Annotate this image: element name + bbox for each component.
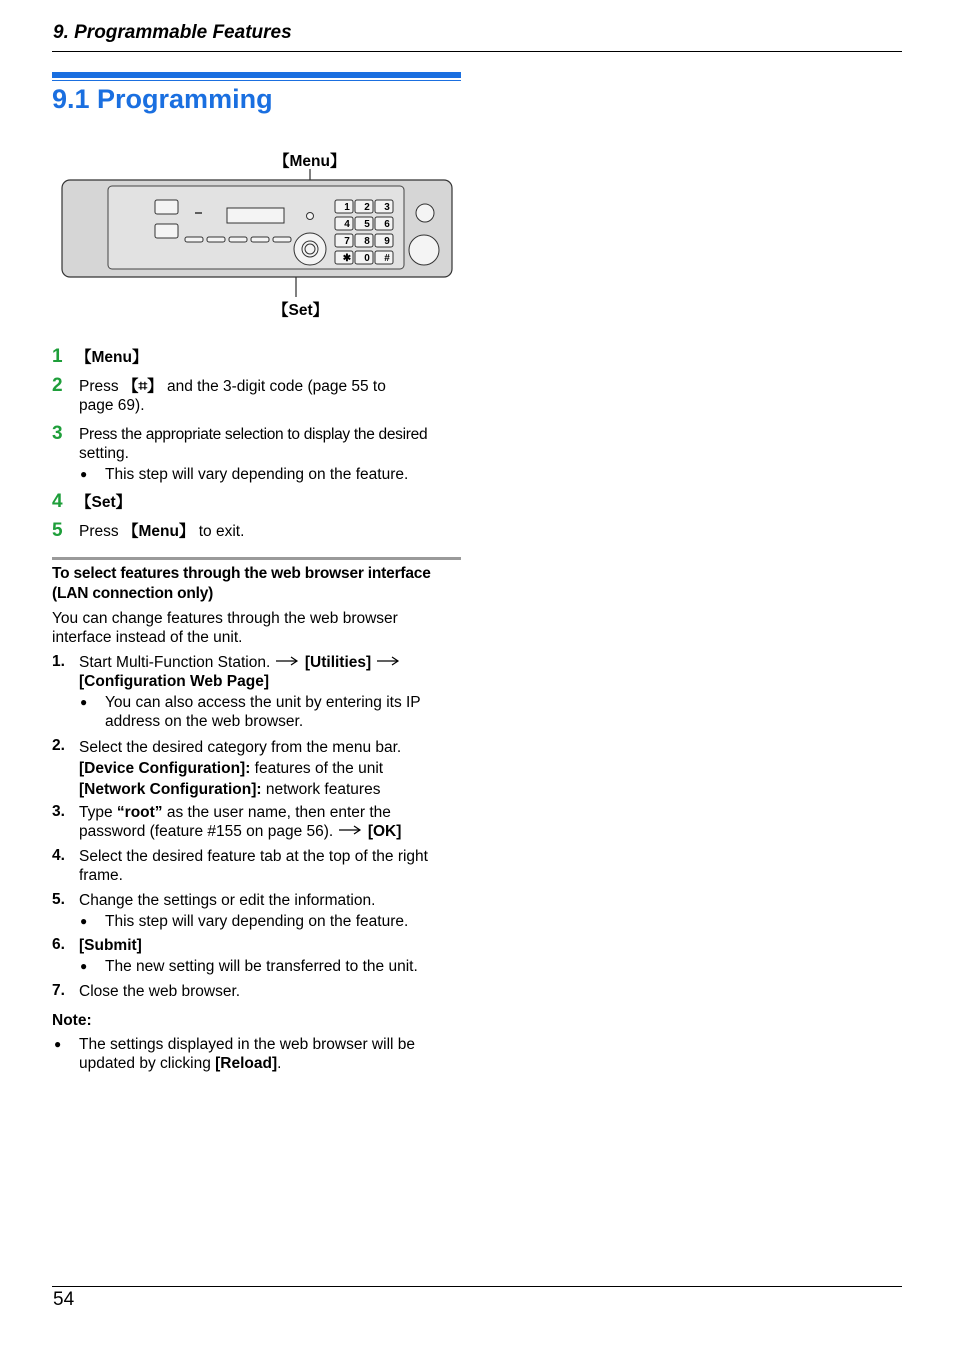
keypad-key-label: 2 [364,202,370,213]
step-number-3: 3 [52,423,63,444]
step-number-4: 4 [52,491,63,512]
web-item-1-bullet: You can also access the unit by entering its IP address on the web browser. [105,694,421,730]
section-bar-thin [52,80,461,81]
note-text: The settings displayed in the web browser will be updated by clicking [Reload]. [79,1036,416,1072]
bullet-dot: ● [80,467,88,481]
arrow-icon [275,652,301,671]
step-3-text: Press the appropriate selection to display the desired [79,426,428,443]
keypad-key-label: 4 [344,219,350,230]
section-bar [52,72,461,78]
bullet-dot: ● [54,1037,62,1051]
keypad-key-label: 3 [384,202,390,213]
web-item-num: 1. [52,653,65,670]
note-title: Note: [52,1012,92,1029]
section-title: 9.1 Programming [52,84,273,114]
web-item-1-cont: [Configuration Web Page] [79,673,270,690]
web-item-num: 2. [52,737,65,754]
bullet-dot: ● [80,695,88,709]
web-item-5: Change the settings or edit the information. [79,892,376,909]
fax-panel-drawing [52,140,462,325]
subsection-rule [52,557,461,560]
step-5-text: Press 【Menu】 to exit. [79,523,245,540]
web-item-6: [Submit] [79,937,142,954]
step-2-text-cont: page 69). [79,397,145,414]
web-item-num: 3. [52,803,65,820]
arrow-icon [376,652,402,671]
step-2-text: Press 【⌗】 and the 3-digit code (page 55 to [79,378,386,395]
header-rule [52,51,902,52]
web-item-4: Select the desired feature tab at the top of the right frame. [79,848,428,884]
running-header: 9. Programmable Features [53,22,292,43]
step-3-bullet: This step will vary depending on the feature. [105,466,409,483]
keypad-key-label: 6 [384,219,390,230]
web-item-6-bullet: The new setting will be transferred to the unit. [105,958,418,975]
web-item-1: Start Multi-Function Station. [Utilities] [79,653,402,672]
keypad-key-label: ✱ [342,253,352,264]
web-item-num: 6. [52,936,65,953]
web-item-num: 7. [52,982,65,999]
step-number-1: 1 [52,346,63,367]
bullet-dot: ● [80,914,88,928]
step-number-2: 2 [52,375,63,396]
step-number-5: 5 [52,520,63,541]
keypad-key-label: 7 [344,236,350,247]
web-item-5-bullet: This step will vary depending on the feature. [105,913,409,930]
keypad-key-label: 5 [364,219,370,230]
menu-callout-label: 【Menu】 [274,153,346,170]
arrow-icon [338,821,364,840]
step-1-text: 【Menu】 [76,349,148,366]
web-item-num: 5. [52,891,65,908]
web-item-2: Select the desired category from the menu bar. [Device Configuration]: features of the unit [Network Configuration]: network features [79,739,402,798]
step-4-text: 【Set】 [76,494,132,511]
keypad-key-label: 9 [384,236,390,247]
step-3-text-cont: setting. [79,445,129,462]
fax-panel-figure [52,140,462,325]
keypad-key-label: 8 [364,236,370,247]
web-item-num: 4. [52,847,65,864]
bullet-dot: ● [80,959,88,973]
web-item-3: Type “root” as the user name, then enter the password (feature #155 on page 56). [OK] [79,804,402,840]
footer-rule [52,1286,902,1287]
keypad-key-label: 0 [364,253,370,264]
keypad-key-label: # [384,253,390,264]
web-intro: You can change features through the web browser interface instead of the unit. [52,610,398,646]
web-heading: To select features through the web browser interface (LAN connection only) [52,565,431,602]
keypad-key-label: 1 [344,202,350,213]
web-item-7: Close the web browser. [79,983,241,1000]
page-number: 54 [53,1289,75,1310]
set-callout-label: 【Set】 [273,302,329,319]
